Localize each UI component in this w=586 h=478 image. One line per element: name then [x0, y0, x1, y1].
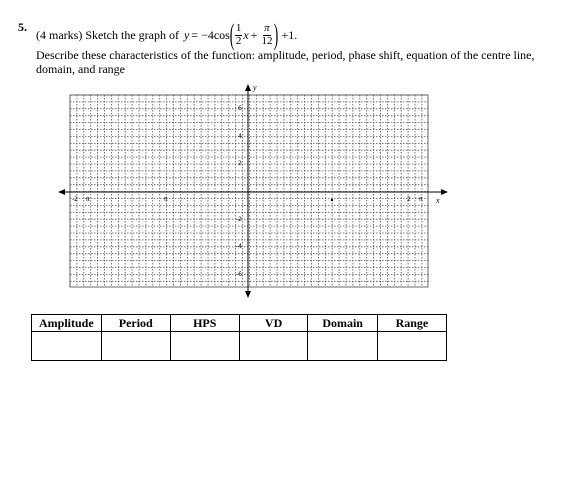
y-tick-4: 4 [238, 133, 242, 140]
answers-input-row [32, 332, 447, 361]
y-tick-2: 2 [238, 160, 242, 167]
x-tick-dot [331, 199, 333, 201]
y-axis-arrow-top [245, 84, 251, 91]
x-tick-pi-1: π [86, 196, 90, 203]
fraction-half-num: 1 [235, 21, 242, 34]
header-domain: Domain [308, 315, 377, 332]
header-period: Period [101, 315, 170, 332]
x-tick-neg2: -2 [72, 196, 78, 203]
fraction-pi-num: π [264, 21, 270, 34]
vd-cell[interactable] [239, 332, 308, 361]
description-line-2: domain, and range [36, 62, 125, 77]
answers-header-row [32, 315, 447, 332]
x-axis-arrow-left [58, 189, 65, 195]
fraction-half-den: 2 [235, 34, 242, 47]
left-paren: ( [229, 18, 235, 51]
question-number: 5. [18, 20, 27, 34]
x-axis-arrow-right [441, 189, 448, 195]
equation-tail: +1. [281, 27, 298, 42]
y-tick-neg2: -2 [236, 216, 242, 223]
description-line-1: Describe these characteristics of the function: amplitude, period, phase shift, equation of the centre line, [36, 48, 535, 62]
y-tick-neg4: -4 [236, 243, 242, 250]
right-paren: ) [274, 18, 279, 51]
header-range: Range [377, 315, 446, 332]
equation-coef: = −4cos [191, 27, 230, 42]
equation-x: x [243, 27, 249, 42]
y-axis-arrow-bottom [245, 291, 251, 298]
y-tick-neg6: -6 [236, 271, 242, 278]
y-tick-6: 6 [238, 105, 242, 112]
range-cell[interactable] [377, 332, 446, 361]
period-cell[interactable] [101, 332, 170, 361]
hps-cell[interactable] [170, 332, 239, 361]
x-tick-pi-3: π [419, 196, 423, 203]
answers-table [31, 314, 447, 361]
grid-lines [70, 95, 428, 287]
equation-y: y [183, 27, 190, 42]
x-tick-2: 2 [407, 196, 411, 203]
header-hps: HPS [170, 315, 239, 332]
x-tick-pi-2: π [164, 196, 168, 203]
equation-plus: + [250, 27, 258, 42]
x-axis-label: x [436, 196, 440, 205]
question-marks: (4 marks) Sketch the graph of [36, 27, 179, 42]
header-amplitude: Amplitude [32, 315, 102, 332]
fraction-pi-den: 12 [261, 34, 273, 47]
amplitude-cell[interactable] [32, 332, 102, 361]
domain-cell[interactable] [308, 332, 377, 361]
header-vd: VD [239, 315, 308, 332]
y-axis-label: y [253, 83, 257, 92]
